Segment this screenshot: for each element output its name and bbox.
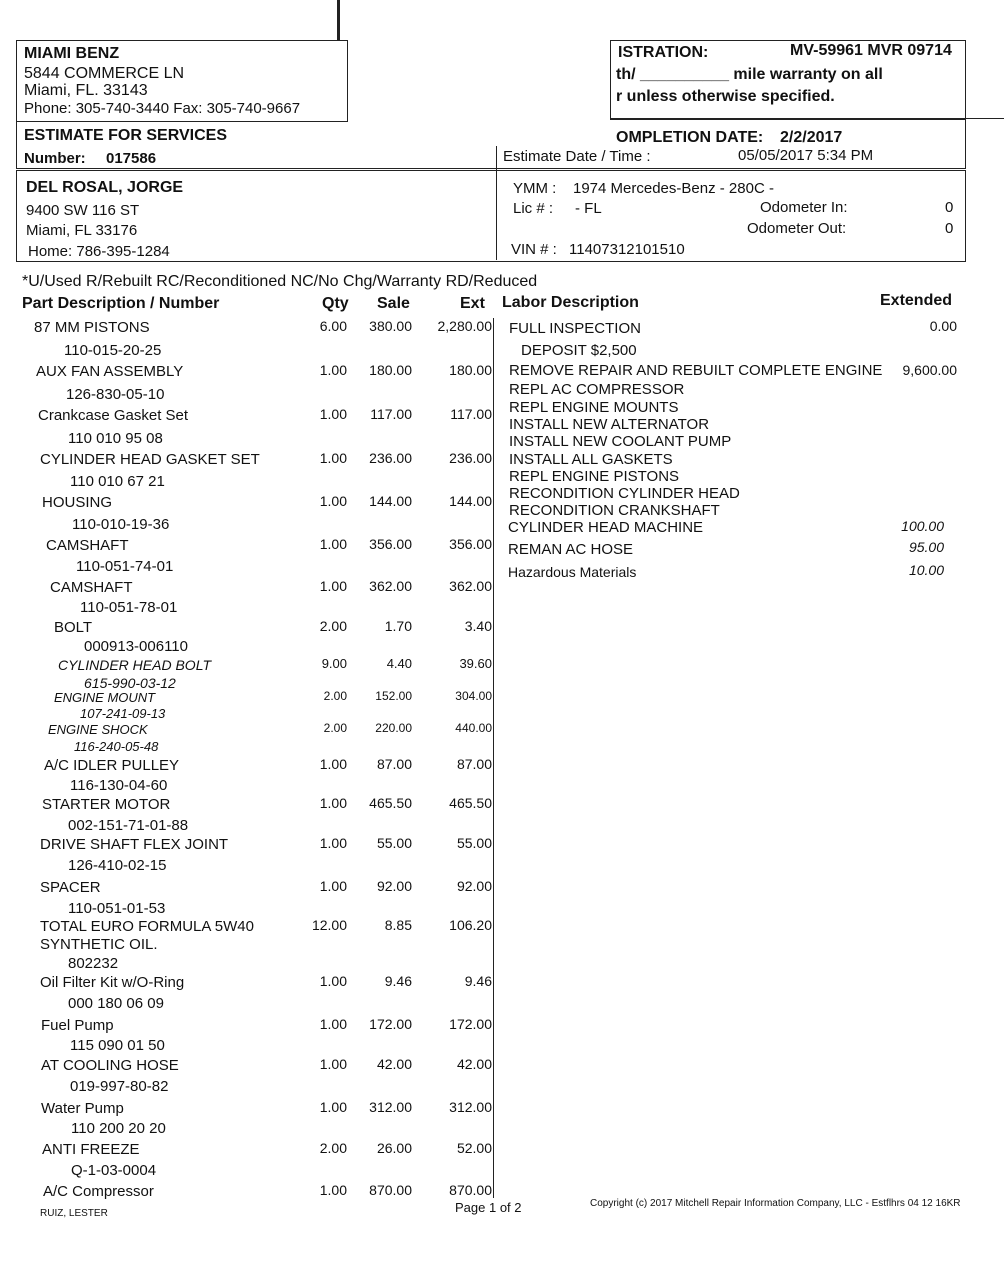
- part-description: ENGINE MOUNT: [54, 690, 156, 705]
- part-number: 116-130-04-60: [70, 777, 168, 794]
- part-description: A/C IDLER PULLEY: [44, 757, 180, 774]
- part-ext: 362.00: [449, 578, 492, 594]
- part-qty: 1.00: [319, 973, 347, 989]
- part-sale: 1.70: [384, 618, 412, 634]
- part-qty: 1.00: [319, 795, 347, 811]
- part-description: ANTI FREEZE: [42, 1141, 140, 1158]
- part-ext: 106.20: [449, 917, 492, 933]
- labor-description: FULL INSPECTION: [509, 320, 641, 337]
- part-qty: 2.00: [323, 689, 347, 703]
- part-ext: 144.00: [449, 493, 492, 509]
- completion-label: OMPLETION DATE:: [616, 129, 764, 146]
- shop-address: 5844 COMMERCE LN: [24, 65, 185, 82]
- part-sale: 92.00: [376, 878, 412, 894]
- part-number: 019-997-80-82: [70, 1078, 169, 1095]
- warranty-line-2: r unless otherwise specified.: [616, 88, 835, 105]
- part-qty: 2.00: [319, 1140, 347, 1156]
- labor-description: CYLINDER HEAD MACHINE: [508, 519, 704, 536]
- ymm-label: YMM :: [513, 180, 557, 197]
- customer-name: DEL ROSAL, JORGE: [26, 179, 184, 196]
- condition-legend: *U/Used R/Rebuilt RC/Reconditioned NC/No Chg/Warranty RD/Reduced: [22, 273, 538, 290]
- part-description: Fuel Pump: [41, 1017, 114, 1034]
- part-qty: 1.00: [319, 1016, 347, 1032]
- customer-city: Miami, FL 33176: [26, 222, 138, 239]
- part-ext: 2,280.00: [437, 318, 492, 334]
- part-description: Crankcase Gasket Set: [38, 407, 189, 424]
- labor-description: INSTALL NEW COOLANT PUMP: [509, 433, 732, 450]
- part-sale: 152.00: [375, 689, 412, 703]
- labor-description: REMAN AC HOSE: [508, 541, 634, 558]
- completion-date: 2/2/2017: [780, 129, 843, 146]
- part-description: A/C Compressor: [43, 1183, 154, 1200]
- part-qty: 2.00: [323, 721, 347, 735]
- part-ext: 55.00: [456, 835, 492, 851]
- part-ext: 117.00: [450, 406, 492, 422]
- part-sale: 870.00: [369, 1182, 412, 1198]
- part-description: SPACER: [40, 879, 101, 896]
- part-sale: 9.46: [384, 973, 412, 989]
- part-number: 110 010 95 08: [68, 430, 163, 447]
- part-number: 110-010-19-36: [72, 516, 170, 533]
- part-qty: 1.00: [319, 578, 347, 594]
- part-number: 110-015-20-25: [64, 342, 162, 359]
- part-ext: 87.00: [456, 756, 492, 772]
- part-ext: 356.00: [449, 536, 492, 552]
- part-sale: 465.50: [369, 795, 412, 811]
- labor-amount: 9,600.00: [902, 362, 957, 378]
- part-description: TOTAL EURO FORMULA 5W40: [40, 918, 254, 935]
- part-sale: 4.40: [386, 656, 412, 671]
- part-number: 000 180 06 09: [68, 995, 164, 1012]
- odometer-in-value: 0: [945, 199, 954, 216]
- part-description: ENGINE SHOCK: [48, 722, 148, 737]
- part-ext: 465.50: [449, 795, 492, 811]
- vin-value: 11407312101510: [569, 241, 685, 258]
- shop-name: MIAMI BENZ: [24, 45, 120, 62]
- page-number: Page 1 of 2: [455, 1200, 522, 1215]
- labor-description: REPL ENGINE PISTONS: [509, 468, 680, 485]
- labor-description: INSTALL ALL GASKETS: [509, 451, 673, 468]
- part-sale: 180.00: [369, 362, 412, 378]
- part-number: 110 200 20 20: [71, 1120, 166, 1137]
- labor-description: RECONDITION CYLINDER HEAD: [509, 485, 740, 502]
- labor-description: REPL ENGINE MOUNTS: [509, 399, 679, 416]
- header-divider: [496, 146, 497, 260]
- part-number: 126-410-02-15: [68, 857, 167, 874]
- extended-header: Extended: [880, 292, 953, 309]
- part-sale: 8.85: [384, 917, 412, 933]
- part-number: 126-830-05-10: [66, 386, 165, 403]
- labor-description: REPL AC COMPRESSOR: [509, 381, 685, 398]
- part-ext: 304.00: [455, 689, 492, 703]
- part-sale: 312.00: [369, 1099, 412, 1115]
- odometer-out-value: 0: [945, 220, 954, 237]
- part-description: STARTER MOTOR: [42, 796, 171, 813]
- customer-address: 9400 SW 116 ST: [26, 202, 140, 219]
- registration-value: MV-59961 MVR 09714: [790, 42, 952, 59]
- warranty-line-1: th/ __________ mile warranty on all: [616, 66, 883, 83]
- copyright: Copyright (c) 2017 Mitchell Repair Information Company, LLC - Estflhrs 04 12 16KR: [590, 1198, 961, 1209]
- right-fold-line: [610, 118, 1004, 119]
- part-number: 110-051-74-01: [76, 558, 174, 575]
- part-qty: 1.00: [319, 536, 347, 552]
- estimate-date-label: Estimate Date / Time :: [503, 148, 651, 165]
- part-number: 002-151-71-01-88: [68, 817, 189, 834]
- part-qty: 1.00: [319, 835, 347, 851]
- part-qty: 1.00: [319, 406, 347, 422]
- labor-description: DEPOSIT $2,500: [521, 342, 637, 359]
- part-qty: 1.00: [319, 1056, 347, 1072]
- ymm-value: 1974 Mercedes-Benz - 280C -: [573, 180, 774, 197]
- part-description: 87 MM PISTONS: [34, 319, 150, 336]
- shop-phone-fax: Phone: 305-740-3440 Fax: 305-740-9667: [24, 100, 301, 117]
- part-sale: 144.00: [369, 493, 412, 509]
- part-number: 115 090 01 50: [70, 1037, 165, 1054]
- part-description: BOLT: [54, 619, 93, 636]
- part-description: Water Pump: [41, 1100, 124, 1117]
- part-sale: 172.00: [369, 1016, 412, 1032]
- part-description: CAMSHAFT: [46, 537, 129, 554]
- odometer-in-label: Odometer In:: [760, 199, 848, 216]
- part-number: Q-1-03-0004: [71, 1162, 157, 1179]
- part-sale: 356.00: [369, 536, 412, 552]
- part-number: 110-051-78-01: [80, 599, 178, 616]
- part-qty: 1.00: [319, 1099, 347, 1115]
- part-number: 802232: [68, 955, 119, 972]
- part-sale: 55.00: [376, 835, 412, 851]
- service-writer: RUIZ, LESTER: [40, 1208, 108, 1219]
- part-qty: 1.00: [319, 493, 347, 509]
- vin-label: VIN # :: [511, 241, 557, 258]
- part-ext: 42.00: [456, 1056, 492, 1072]
- part-description: AT COOLING HOSE: [41, 1057, 179, 1074]
- lic-value: - FL: [575, 200, 602, 217]
- part-ext: 39.60: [459, 656, 492, 671]
- part-ext: 440.00: [455, 721, 492, 735]
- part-sale: 220.00: [375, 721, 412, 735]
- part-number: 110-051-01-53: [68, 900, 166, 917]
- part-sale: 380.00: [369, 318, 412, 334]
- part-sale: 26.00: [376, 1140, 412, 1156]
- part-ext: 236.00: [449, 450, 492, 466]
- labor-description-header: Labor Description: [502, 294, 639, 311]
- part-number: 615-990-03-12: [84, 675, 176, 691]
- part-qty: 1.00: [319, 1182, 347, 1198]
- part-sale: 362.00: [369, 578, 412, 594]
- part-qty: 9.00: [321, 656, 347, 671]
- part-description-line-2: SYNTHETIC OIL.: [40, 936, 158, 953]
- labor-amount: 100.00: [901, 518, 944, 534]
- part-sale: 236.00: [369, 450, 412, 466]
- part-qty: 2.00: [319, 618, 347, 634]
- part-sale: 87.00: [376, 756, 412, 772]
- part-description: AUX FAN ASSEMBLY: [36, 363, 184, 380]
- part-qty: 6.00: [319, 318, 347, 334]
- part-ext: 92.00: [456, 878, 492, 894]
- part-ext: 870.00: [449, 1182, 492, 1198]
- part-ext: 180.00: [449, 362, 492, 378]
- part-qty: 1.00: [319, 756, 347, 772]
- part-qty: 1.00: [319, 450, 347, 466]
- labor-description: INSTALL NEW ALTERNATOR: [509, 416, 710, 433]
- labor-amount: 10.00: [908, 562, 944, 578]
- part-number: 107-241-09-13: [80, 706, 166, 721]
- ext-header: Ext: [460, 295, 485, 312]
- part-sale: 117.00: [370, 406, 412, 422]
- registration-label: ISTRATION:: [618, 44, 709, 61]
- labor-amount: 95.00: [908, 539, 944, 555]
- qty-header: Qty: [322, 295, 349, 312]
- labor-amount: 0.00: [929, 318, 957, 334]
- part-ext: 312.00: [449, 1099, 492, 1115]
- part-qty: 1.00: [319, 362, 347, 378]
- labor-description: Hazardous Materials: [508, 564, 637, 580]
- estimate-number-label: Number:: [24, 150, 86, 167]
- sale-header: Sale: [377, 295, 410, 312]
- part-ext: 3.40: [464, 618, 492, 634]
- parts-labor-divider: [493, 318, 494, 1198]
- part-description: HOUSING: [42, 494, 113, 511]
- part-qty: 12.00: [311, 917, 347, 933]
- part-number: 116-240-05-48: [74, 739, 159, 754]
- part-ext: 52.00: [456, 1140, 492, 1156]
- part-ext: 9.46: [464, 973, 492, 989]
- lic-label: Lic # :: [513, 200, 554, 217]
- part-ext: 172.00: [449, 1016, 492, 1032]
- part-number: 110 010 67 21: [70, 473, 165, 490]
- part-qty: 1.00: [319, 878, 347, 894]
- part-number: 000913-006110: [84, 638, 188, 655]
- estimate-date-time: 05/05/2017 5:34 PM: [738, 147, 874, 164]
- part-sale: 42.00: [376, 1056, 412, 1072]
- top-fold-line: [337, 0, 340, 40]
- labor-description: RECONDITION CRANKSHAFT: [509, 502, 720, 519]
- part-description-header: Part Description / Number: [22, 295, 220, 312]
- labor-description: REMOVE REPAIR AND REBUILT COMPLETE ENGINE: [509, 362, 883, 379]
- part-description: CYLINDER HEAD BOLT: [58, 657, 211, 673]
- estimate-number: 017586: [106, 150, 157, 167]
- part-description: CAMSHAFT: [50, 579, 133, 596]
- part-description: CYLINDER HEAD GASKET SET: [40, 451, 260, 468]
- shop-city: Miami, FL. 33143: [24, 82, 148, 99]
- customer-home-phone: Home: 786-395-1284: [28, 243, 170, 260]
- odometer-out-label: Odometer Out:: [747, 220, 847, 237]
- part-description: DRIVE SHAFT FLEX JOINT: [40, 836, 229, 853]
- part-description: Oil Filter Kit w/O-Ring: [40, 974, 185, 991]
- estimate-title: ESTIMATE FOR SERVICES: [24, 127, 227, 144]
